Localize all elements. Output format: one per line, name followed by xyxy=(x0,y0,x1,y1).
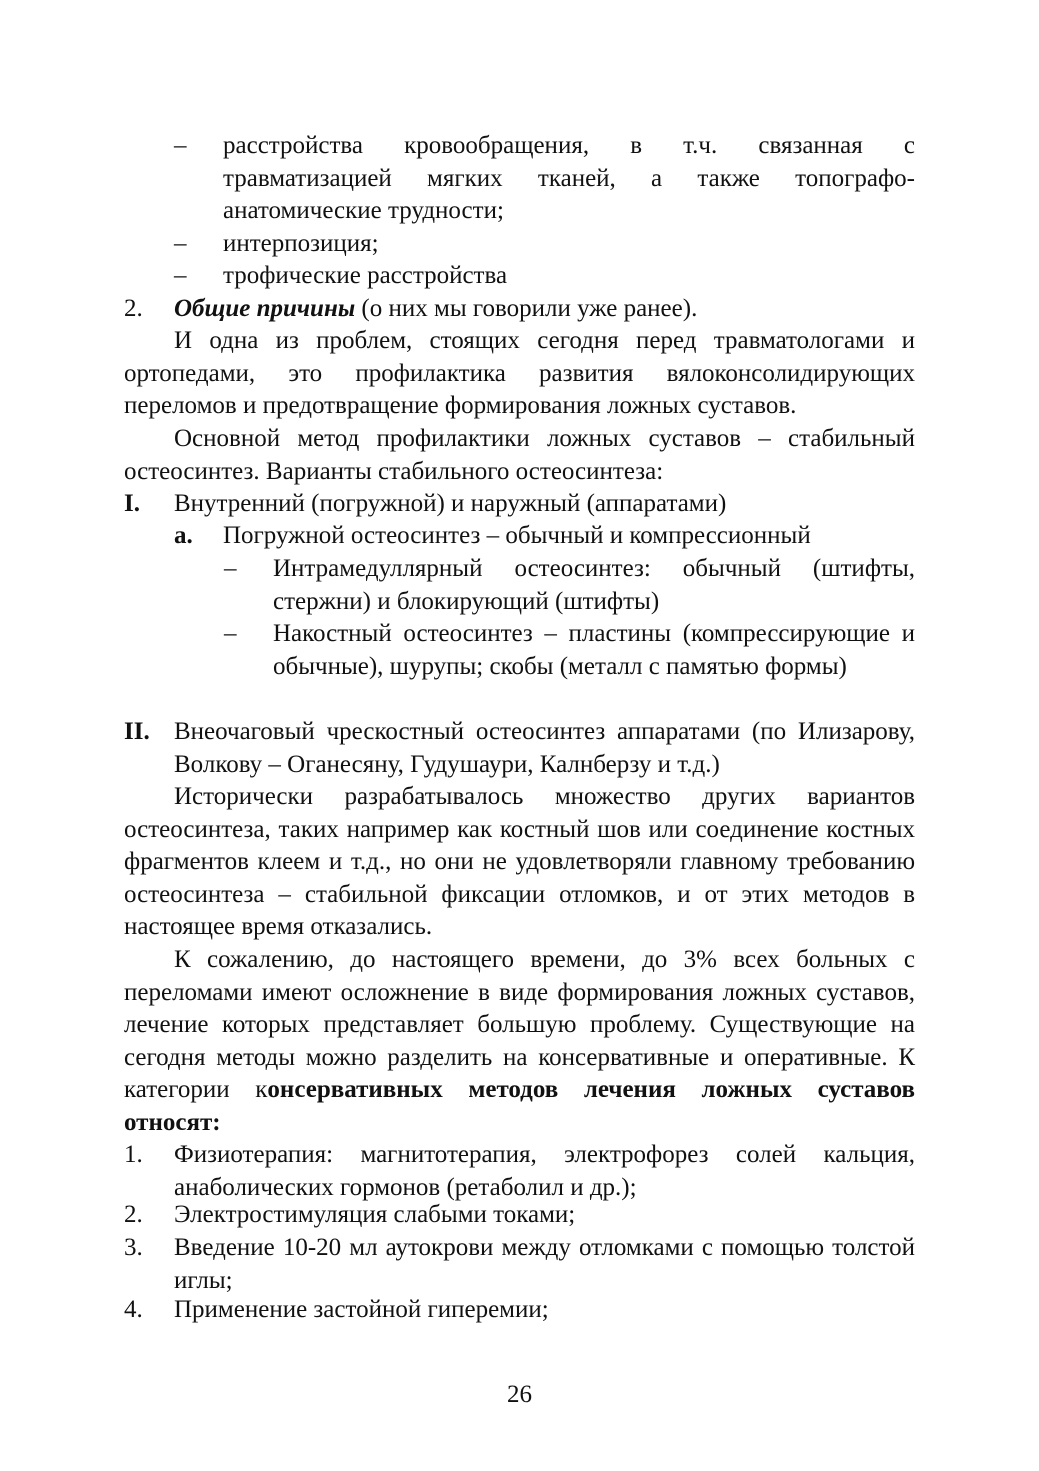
roman-item-text: Внутренний (погружной) и наружный (аппаратами) xyxy=(174,490,727,517)
list-number: 1. xyxy=(124,1141,143,1168)
paragraph-problems: И одна из проблем, стоящих сегодня перед травматологами и ортопедами, это профилактика развития вялоконсолидирующих переломов и предотвращение формирования ложных суставов. xyxy=(124,327,915,420)
conservative-methods-heading: онсервативных методов лечения ложных суставов относят: xyxy=(124,1076,915,1136)
list-number: 2. xyxy=(124,1201,143,1228)
paragraph-main-method: Основной метод профилактики ложных суставов – стабильный остеосинтез. Варианты стабильного остеосинтеза: xyxy=(124,425,915,485)
method-text: Применение застойной гиперемии; xyxy=(174,1296,549,1323)
dash-marker: – xyxy=(174,230,187,257)
general-causes-text xyxy=(174,293,915,326)
list-number: 3. xyxy=(124,1234,143,1261)
list-number: 2. xyxy=(124,295,143,322)
sub-item-a-text: Погружной остеосинтез – обычный и компрессионный xyxy=(223,522,811,549)
method-text: Физиотерапия: магнитотерапия, электрофорез солей кальция, анаболических гормонов (ретаболил и др.); xyxy=(174,1141,915,1201)
dash-item-text: интерпозиция; xyxy=(223,230,379,257)
dash-marker: – xyxy=(224,620,237,647)
method-text: Электростимуляция слабыми токами; xyxy=(174,1201,576,1228)
method-text: Введение 10-20 мл аутокрови между отломками с помощью толстой иглы; xyxy=(174,1234,915,1294)
paragraph-unfortunately-text: К сожалению, до настоящего времени, до 3% всех больных с переломами имеют осложнение в виде формирования ложных суставов, лечение которых представляет большую проблему. Существующие на сегодня методы можно разделить на консервативные и оперативные. К категории к xyxy=(124,946,915,1104)
list-number: 4. xyxy=(124,1296,143,1323)
general-causes-rest: (о них мы говорили уже ранее). xyxy=(355,295,698,322)
roman-marker: II. xyxy=(124,718,150,745)
letter-marker: а. xyxy=(174,522,193,549)
dash-marker: – xyxy=(224,555,237,582)
paragraph-historical: Исторически разрабатывалось множество других вариантов остеосинтеза, таких например как костный шов или соединение костных фрагментов клеем и т.д., но они не удовлетворяли главному требованию остеосинтеза – стабильной фиксации отломков, и от этих методов в настоящее время отказались. xyxy=(124,783,915,941)
paragraph-unfortunately xyxy=(124,944,915,1140)
dash-item-text: трофические расстройства xyxy=(223,262,508,289)
dash-item-text: Интрамедуллярный остеосинтез: обычный (штифты, стержни) и блокирующий (штифты) xyxy=(273,555,915,615)
roman-item-text: Внеочаговый чрескостный остеосинтез аппаратами (по Илизарову, Волкову – Оганесяну, Гудушаури, Калнберзу и т.д.) xyxy=(174,718,915,778)
page-number: 26 xyxy=(507,1381,532,1408)
dash-marker: – xyxy=(174,132,187,159)
general-causes-heading: Общие причины xyxy=(174,295,356,322)
dash-item-text: Накостный остеосинтез – пластины (компрессирующие и обычные), шурупы; скобы (металл с памятью формы) xyxy=(273,620,915,680)
dash-marker: – xyxy=(174,262,187,289)
dash-item-text: расстройства кровообращения, в т.ч. связанная с травматизацией мягких тканей, а также топографо-анатомические трудности; xyxy=(223,132,915,225)
roman-marker: I. xyxy=(124,490,140,517)
